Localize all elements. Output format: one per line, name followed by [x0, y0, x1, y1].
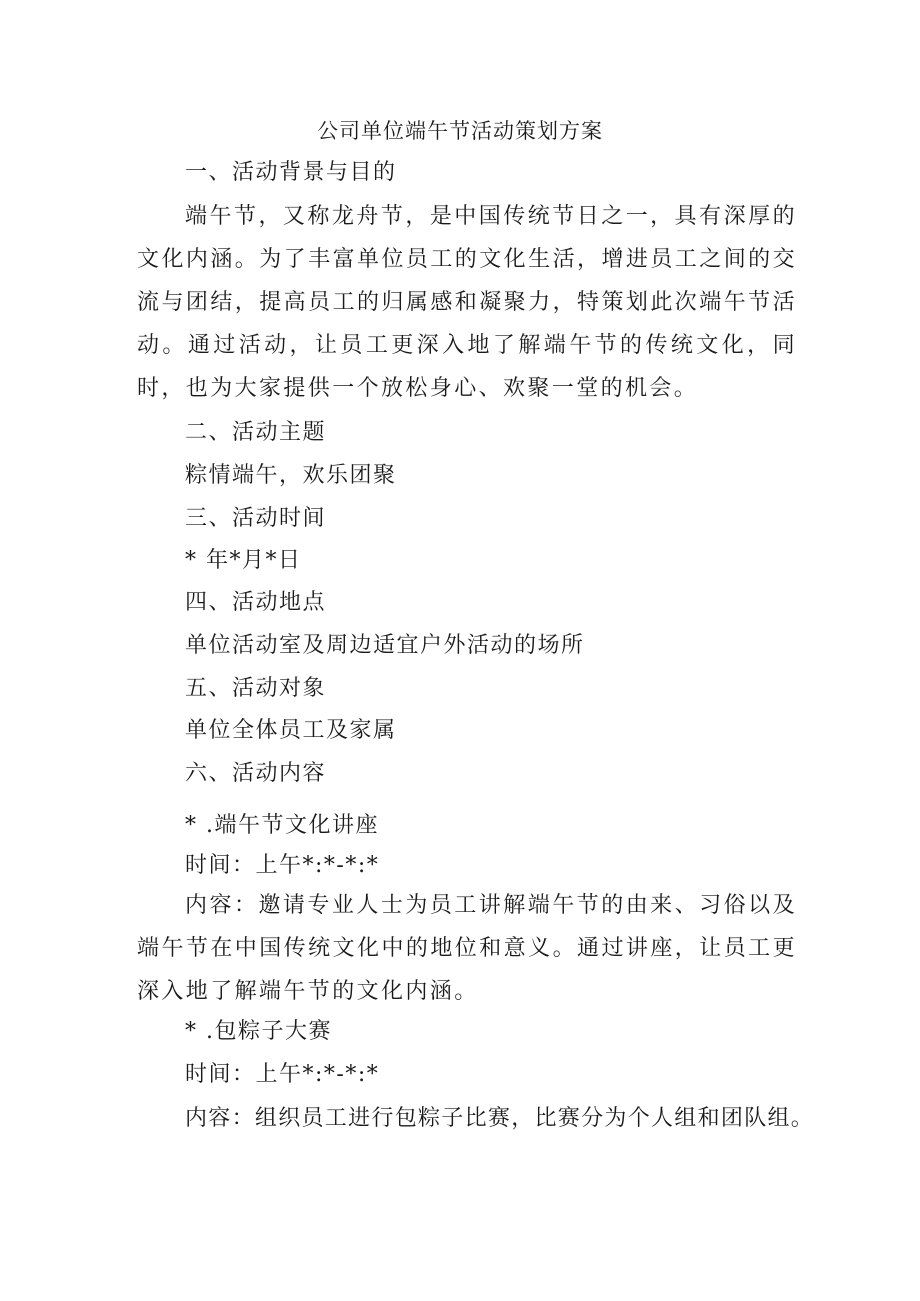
activity-title-lecture: * .端午节文化讲座 — [185, 813, 379, 838]
activity-content-zongzi: 内容：组织员工进行包粽子比赛，比赛分为个人组和团队组。 — [185, 1106, 815, 1131]
section-body-audience: 单位全体员工及家属 — [185, 718, 397, 743]
section-body-background: 端午节，又称龙舟节，是中国传统节日之一，具有深厚的文化内涵。为了丰富单位员工的文化生活，增进员工之间的交流与团结，提高员工的归属感和凝聚力，特策划此次端午节活动。通过活动，让员工更深入地了解端午节的传统文化，同时，也为大家提供一个放松身心、欢聚一堂的机会。 — [137, 204, 797, 401]
section-heading-theme: 二、活动主题 — [185, 420, 327, 445]
section-heading-location: 四、活动地点 — [185, 590, 327, 615]
activity-title-zongzi: * .包粽子大赛 — [185, 1019, 332, 1044]
activity-time-zongzi: 时间：上午*:*-*:* — [185, 1062, 380, 1087]
section-heading-time: 三、活动时间 — [185, 506, 327, 531]
section-body-time: * 年*月*日 — [185, 548, 302, 573]
section-body-theme: 粽情端午，欢乐团聚 — [185, 463, 397, 488]
section-heading-background: 一、活动背景与目的 — [185, 160, 397, 185]
section-heading-audience: 五、活动对象 — [185, 676, 327, 701]
activity-time-lecture: 时间：上午*:*-*:* — [185, 853, 380, 878]
activity-content-lecture: 内容：邀请专业人士为员工讲解端午节的由来、习俗以及端午节在中国传统文化中的地位和意义。通过讲座，让员工更深入地了解端午节的文化内涵。 — [137, 893, 797, 1004]
section-body-location: 单位活动室及周边适宜户外活动的场所 — [185, 633, 585, 658]
document-title: 公司单位端午节活动策划方案 — [317, 119, 603, 143]
section-heading-content: 六、活动内容 — [185, 761, 327, 786]
